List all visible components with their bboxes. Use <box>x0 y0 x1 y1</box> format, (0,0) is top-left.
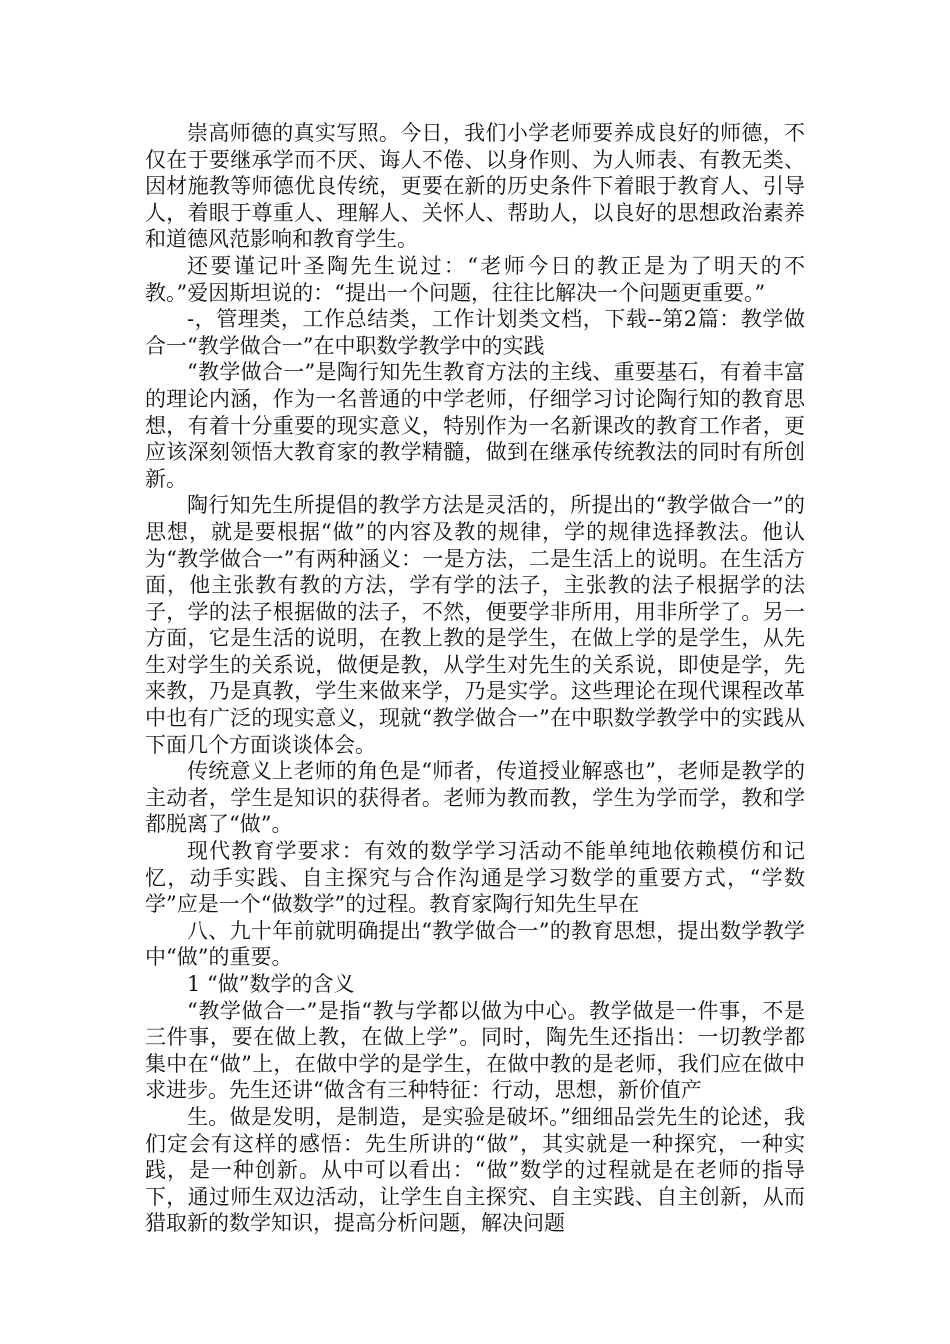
paragraph-traditional-role: 传统意义上老师的角色是“师者，传道授业解惑也”，老师是教学的主动者，学生是知识的获得者。老师为教而教，学生为学而学，教和学都脱离了“做”。 <box>145 759 805 837</box>
paragraph-section-heading: -，管理类，工作总结类，工作计划类文档，下载--第2篇：教学做合一“教学做合一”在中职数学教学中的实践 <box>145 307 805 358</box>
paragraph-invention: 生。做是发明，是制造，是实验是破坏。”细细品尝先生的论述，我们定会有这样的感悟：先生所讲的“做”，其实就是一种探究，一种实践，是一种创新。从中可以看出：“做”数学的过程就是在老师的指导下，通过师生双边活动，让学生自主探究、自主实践、自主创新，从而猎取新的数学知识，提高分析问题，解决问题 <box>145 1104 805 1236</box>
paragraph-subheading-doing-math: 1 “做”数学的含义 <box>187 972 355 996</box>
paragraph-eighty-years: 八、九十年前就明确提出“教学做合一”的教育思想，提出数学教学中“做”的重要。 <box>145 918 805 970</box>
paragraph-modern-education: 现代教育学要求：有效的数学学习活动不能单纯地依赖模仿和记忆，动手实践、自主探究与合作沟通是学习数学的重要方式，“学数学”应是一个“做数学”的过程。教育家陶行知先生早在 <box>145 839 805 917</box>
document-page <box>145 120 805 1237</box>
paragraph-intro: “教学做合一”是陶行知先生教育方法的主线、重要基石，有着丰富的理论内涵，作为一名普通的中学老师，仔细学习讨论陶行知的教育思想，有着十分重要的现实意义，特别作为一名新课改的教育工作者，更应该深刻领悟大教育家的教学精髓，做到在继承传统教法的同时有所创新。 <box>145 360 805 491</box>
paragraph-teacher-ethics: 崇高师德的真实写照。今日，我们小学老师要养成良好的师德，不仅在于要继承学而不厌、诲人不倦、以身作则、为人师表、有教无类、因材施教等师德优良传统，更要在新的历史条件下着眼于教育人、引导人，着眼于尊重人、理解人、关怀人、帮助人，以良好的思想政治素养和道德风范影响和教育学生。 <box>145 121 805 252</box>
paragraph-teach-learn-do: “教学做合一”是指“教与学都以做为中心。教学做是一件事，不是三件事，要在做上教，在做上学”。同时，陶先生还指出：一切教学都集中在“做”上，在做中学的是学生，在做中教的是老师，我们应在做中求进步。先生还讲“做含有三种特征：行动，思想，新价值产 <box>145 998 805 1103</box>
paragraph-quotes: 还要谨记叶圣陶先生说过：“老师今日的教正是为了明天的不教。”爱因斯坦说的：“提出一个问题，往往比解决一个问题更重要。” <box>145 253 805 305</box>
paragraph-teaching-method: 陶行知先生所提倡的教学方法是灵活的，所提出的“教学做合一”的思想，就是要根据“做”的内容及教的规律，学的规律选择教法。他认为“教学做合一”有两种涵义：一是方法，二是生活上的说明。在生活方面，他主张教有教的方法，学有学的法子，主张教的法子根据学的法子，学的法子根据做的法子，不然，便要学非所用，用非所学了。另一方面，它是生活的说明，在教上教的是学生，在做上学的是学生，从先生对学生的关系说，做便是教，从学生对先生的关系说，即使是学，先来教，乃是真教，学生来做来学，乃是实学。这些理论在现代课程改革中也有广泛的现实意义，现就“教学做合一”在中职数学教学中的实践从下面几个方面谈谈体会。 <box>145 493 805 757</box>
